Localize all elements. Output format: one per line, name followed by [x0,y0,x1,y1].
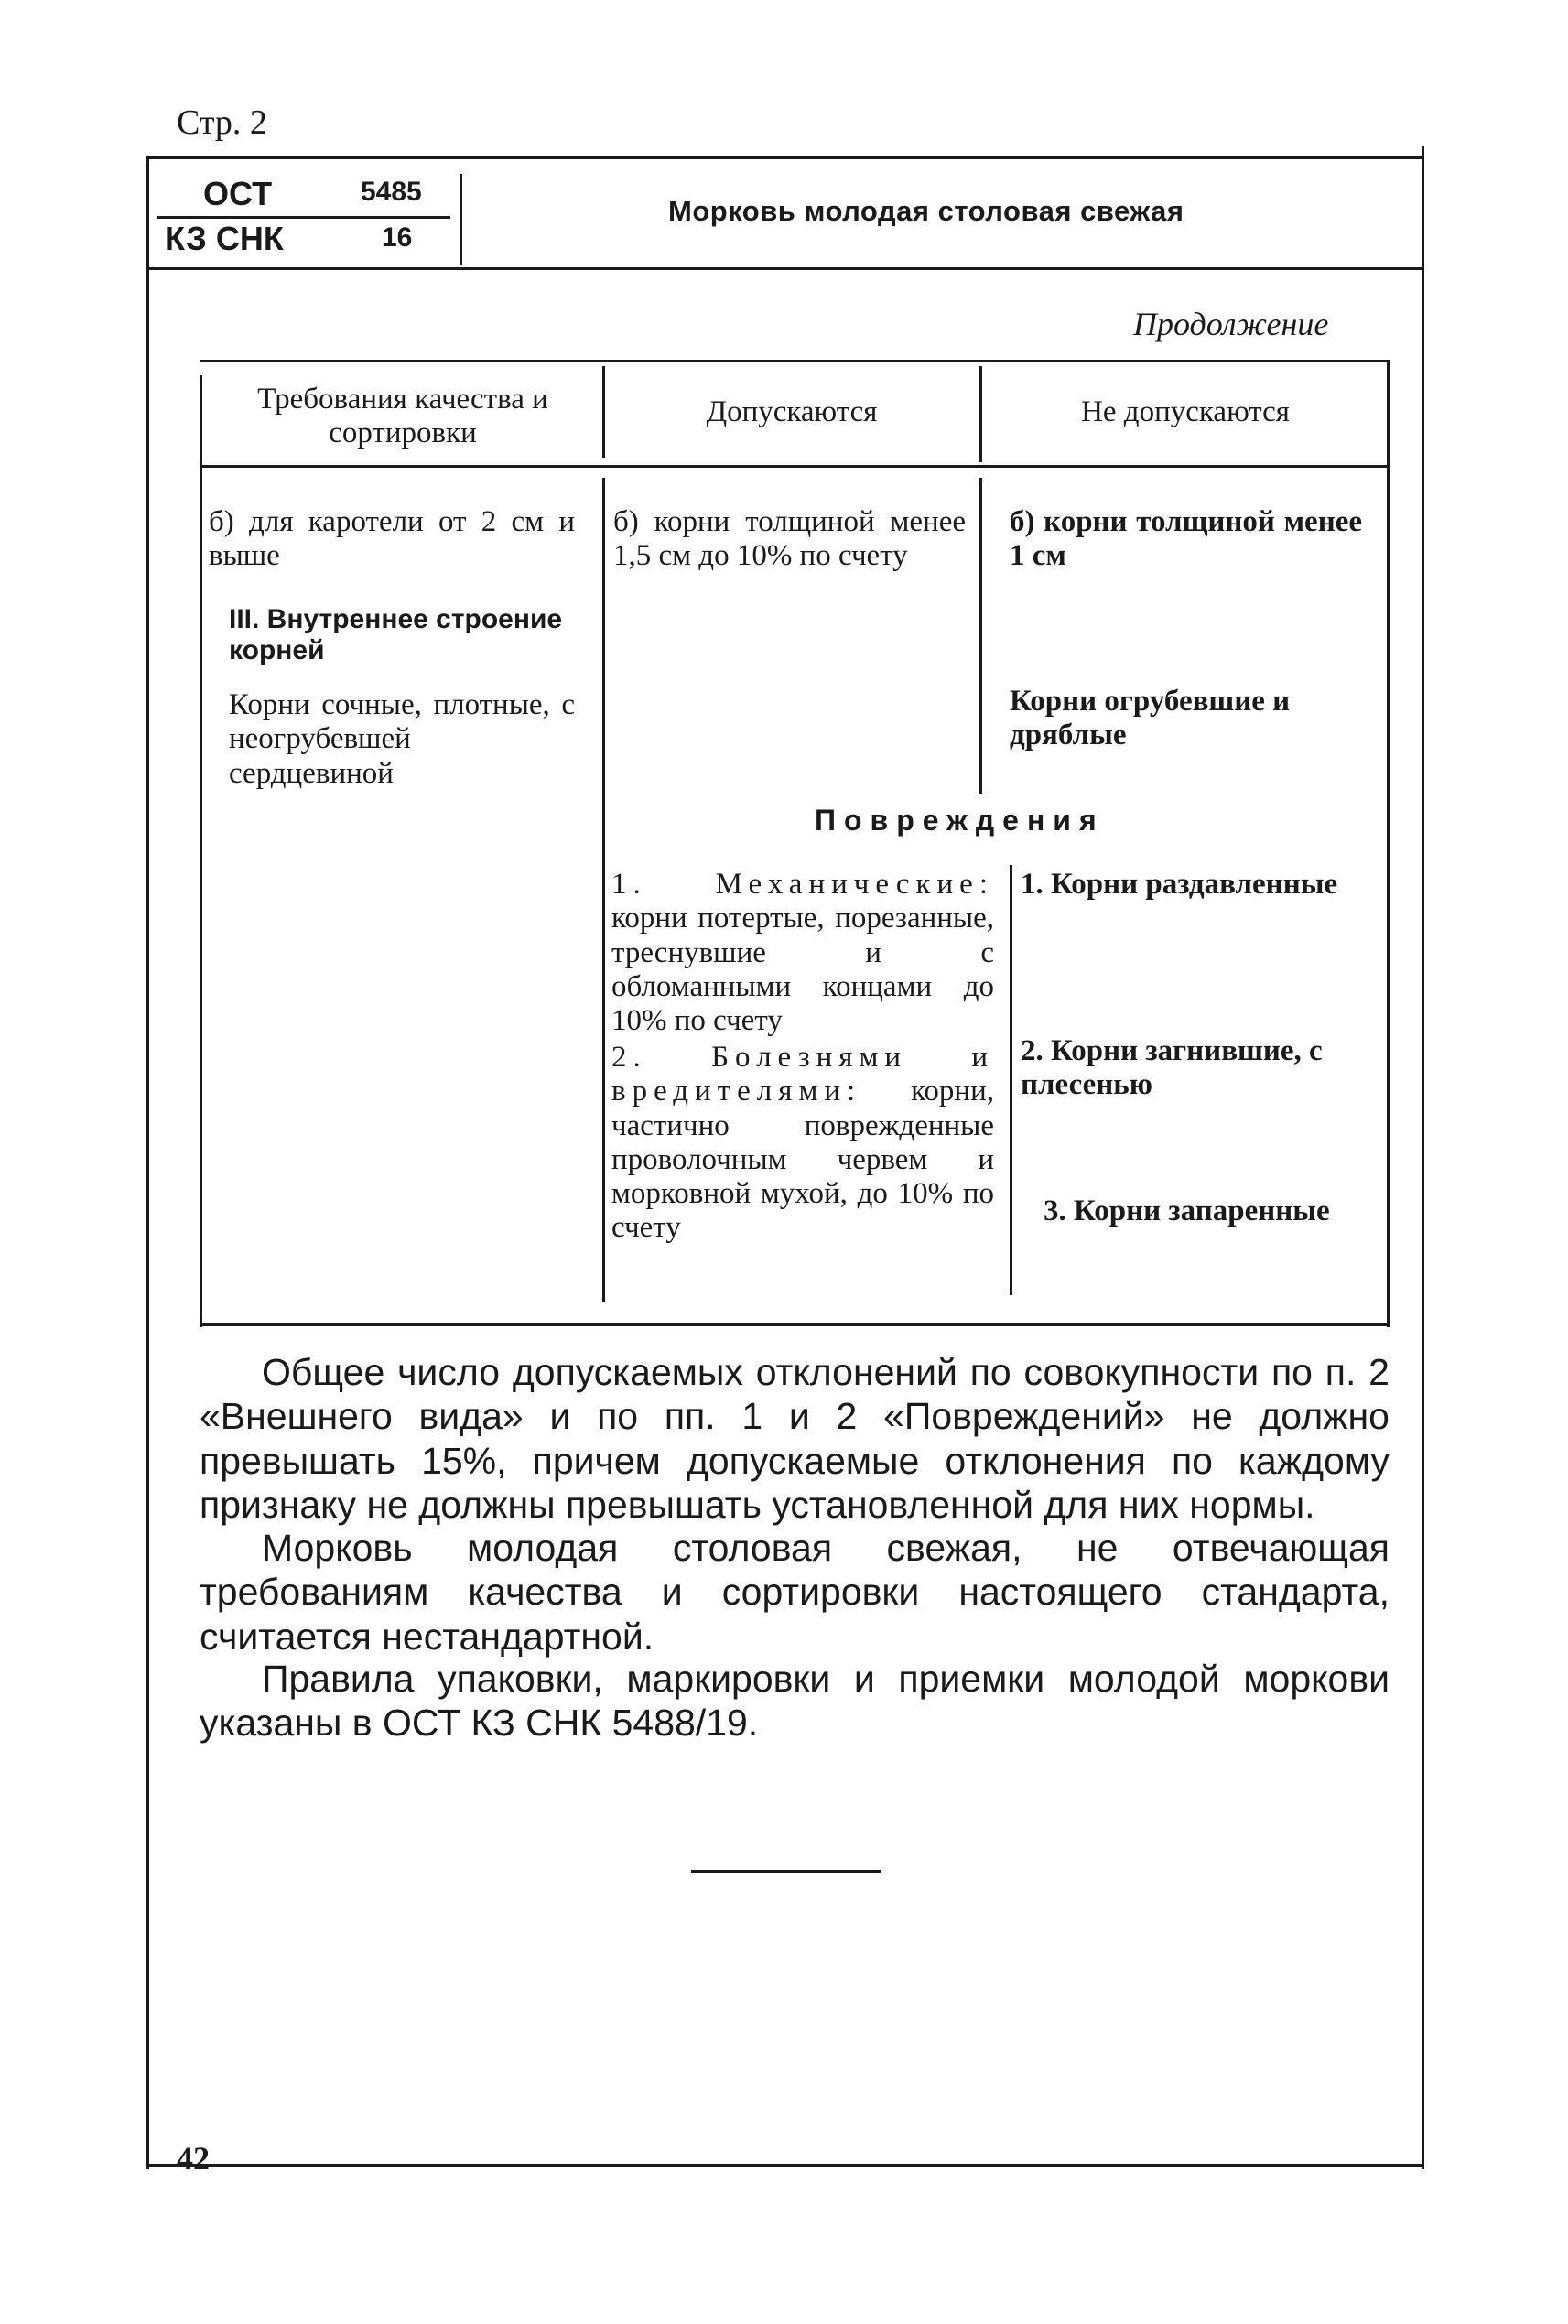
col-divider-2-head [979,366,982,462]
header-bottom-rule [146,267,1423,270]
paragraph-packaging-rules: Правила упаковки, маркировки и приемки молодой моркови указаны в ОСТ КЗ СНК 5488/19. [200,1658,1390,1745]
not-allowed-crushed: 1. Корни раздавленные [1021,868,1338,901]
allowed-thickness: б) корни толщиной менее 1,5 см до 10% по счету [613,505,966,573]
page-number: 42 [177,2140,210,2177]
col-divider-2-lower [1010,865,1012,1295]
bottom-rule [146,2164,1423,2167]
damage-mechanical-label: 1. Механические: [611,868,994,901]
ost-label: ОСТ [203,175,273,212]
left-frame-line [146,156,149,2169]
end-of-text-rule [691,1870,881,1873]
section-internal-structure-heading: III. Внутреннее строение корней [229,604,563,665]
damage-disease [611,1041,994,1246]
top-rule [146,156,1423,159]
paragraph-deviation-limits: Общее число допускаемых отклонений по совокупности по п. 2 «Внешнего вида» и по пп. 1 и 2 «Повреждений» не должно превышать 15%, причем допускаемые отклонения по каждому признаку не должны превышать установленной для них нормы. [200,1351,1390,1527]
not-allowed-thickness: б) корни толщиной менее 1 см [1010,505,1362,573]
table-left-line [200,375,202,1327]
header-separator [460,174,462,265]
code-divider [157,216,450,219]
requirement-carotel: б) для каротели от 2 см и выше [209,505,575,573]
continued-label: Продолжение [1133,306,1329,342]
not-allowed-steamed: 3. Корни запаренные [1044,1194,1330,1227]
kz-number: 16 [382,222,413,253]
damage-mechanical-text: корни потертые, порезанные, треснувшие и с обломанными концами до 10% по счету [611,902,994,1038]
document-title: Морковь молодая столовая свежая [668,195,1184,227]
column-header-not-allowed: Не допускаются [1081,395,1290,428]
table-header-rule [200,465,1390,468]
not-allowed-rotten: 2. Корни загнившие, с плесенью [1021,1034,1323,1102]
table-bottom-rule [200,1323,1390,1326]
kz-snk-label: КЗ СНК [165,220,284,257]
requirement-internal-structure: Корни сочные, плотные, с неогрубевшей сердцевиной [229,688,575,790]
not-allowed-coarse: Корни огрубевшие и дряблые [1010,685,1291,752]
header-code-block [157,169,469,265]
paragraph-nonstandard: Морковь молодая столовая свежая, не отвечающая требованиям качества и сортировки настоящего стандарта, считается нестандартной. [200,1527,1390,1658]
col-divider-2 [979,478,982,794]
damage-disease-text: корни, частично поврежденные проволочным червем и морковной мухой, до 10% по счету [611,1075,994,1245]
damage-mechanical [611,868,994,1038]
ost-number: 5485 [361,177,422,207]
table-right-line [1387,362,1390,1327]
right-frame-line [1422,146,1424,2169]
column-header-allowed: Допускаются [706,395,878,428]
table-top-rule [200,360,1390,362]
col-divider-1 [602,478,605,1302]
col-divider-1-head [602,366,605,458]
damage-heading: Повреждения [815,804,1105,837]
column-header-requirements: Требования качества и сортировки [257,383,548,449]
damage-disease-label: 2. Болезнями и вредителями: [611,1041,994,1108]
page-label: Стр. 2 [177,103,267,142]
